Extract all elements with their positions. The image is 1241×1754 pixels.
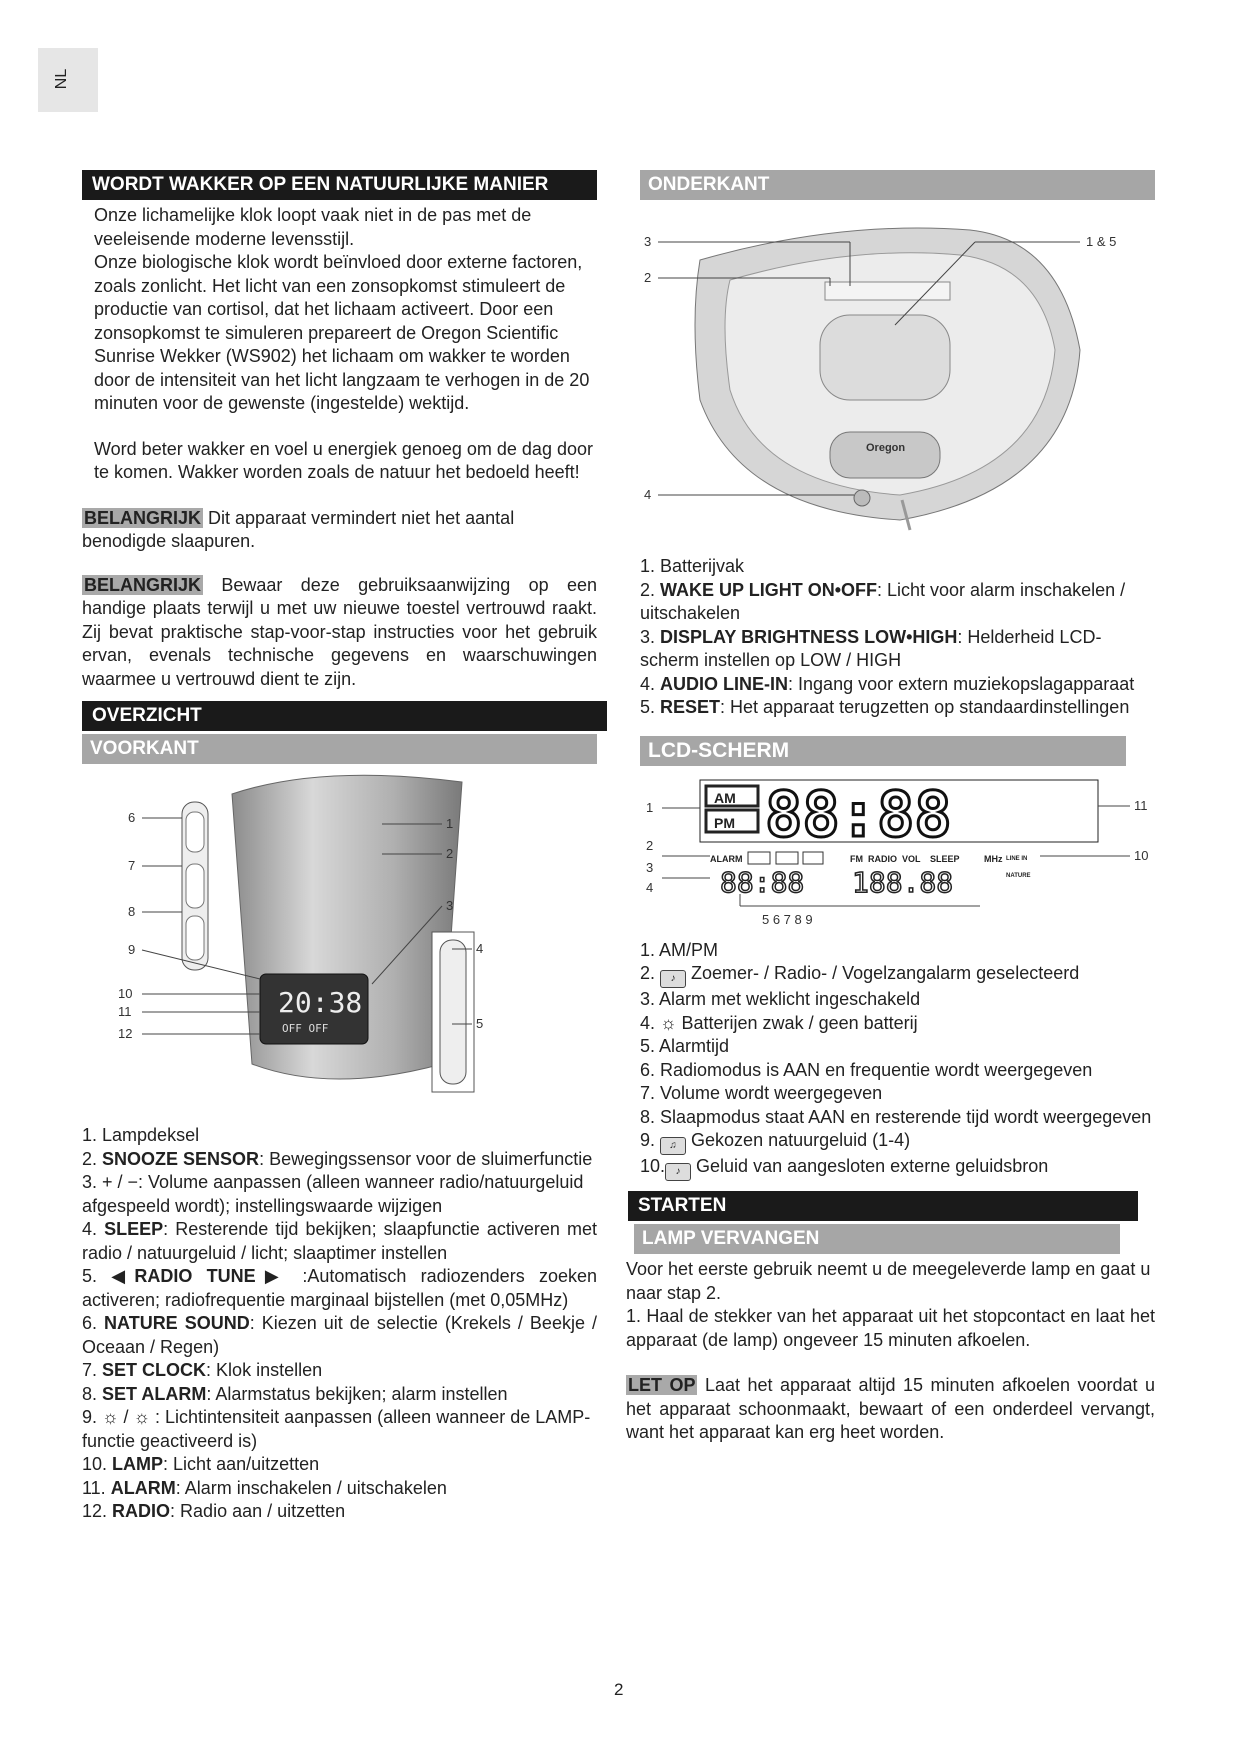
left-column [82,170,597,1524]
nature-sound-icon: ♫ [660,1137,686,1155]
lcd-callout-5-9: 5 6 7 8 9 [762,911,813,927]
callout-9: 9 [128,942,136,957]
device-display-time: 20:38 [278,986,363,1019]
bottom-device-illustration [640,200,1155,555]
lcd-heading: LCD-SCHERM [640,736,1126,766]
bottom-view-figure [640,200,1155,555]
list-item: 5. RESET: Het apparaat terugzetten op standaardinstellingen [640,697,1130,717]
bottom-callout-3: 3 [644,234,652,249]
device-display-status: OFF OFF [282,1022,329,1035]
list-item: 2. WAKE UP LIGHT ON•OFF: Licht voor alarm inschakelen / uitschakelen [640,579,1126,623]
list-item: 1. Batterijvak [640,556,745,576]
lcd-time-digits: 88:88 [765,777,952,851]
language-label: NL [53,68,71,90]
bottom-switches [825,282,950,300]
list-item: 8. SET ALARM: Alarmstatus bekijken; alarm instellen [82,1383,508,1404]
bottom-callout-1-5: 1 & 5 [1086,234,1117,249]
page-number: 2 [614,1680,624,1699]
lcd-callout-3: 3 [646,859,654,875]
callout-3: 3 [446,898,454,913]
list-item: 10. ♪ Geluid van aangesloten externe geluidsbron [640,1155,1155,1181]
lcd-items-list [640,939,1155,1182]
bottom-callout-2: 2 [644,270,652,285]
overview-heading: OVERZICHT [82,701,607,731]
warning-note [626,1374,1155,1445]
lcd-alarm-label: ALARM [710,853,743,864]
list-item: 1. AM/PM [640,939,719,960]
product-label [830,432,940,478]
brand-logo-text: Oregon [866,442,906,454]
callout-1: 1 [446,816,454,831]
list-item: 1. Lampdeksel [82,1125,200,1145]
callout-12: 12 [118,1026,133,1041]
list-item: 6. NATURE SOUND: Kiezen uit de selectie (Krekels / Beekje / Oceaan / Regen) [82,1313,597,1357]
start-paragraph-2: 1. Haal de stekker van het apparaat uit het stopcontact en laat het apparaat (de lamp) ongeveer 15 minuten afkoelen. [626,1306,1155,1350]
callout-7: 7 [128,858,136,873]
lcd-sleep-label: SLEEP [930,853,960,864]
lcd-callout-2: 2 [646,837,654,853]
callout-10: 10 [118,986,133,1001]
callout-4: 4 [476,941,484,956]
front-heading: VOORKANT [82,734,597,764]
list-item: 10. LAMP: Licht aan/uitzetten [82,1454,320,1474]
lcd-nature-label: NATURE [1006,872,1031,879]
intro-paragraph-3: Word beter wakker en voel u energiek genoeg om de dag door te komen. Wakker worden zoals de natuur het bedoeld heeft! [94,438,593,482]
intro-paragraph-2: Onze biologische klok wordt beïnvloed door externe factoren, zoals zonlicht. Het licht van een zonsopkomst stimuleert de productie van cortisol, dat het lichaam activeert. Door een zonsopkomst te simuleren prepareert de Oregon Scientific Sunrise Wekker (WS902) het lichaam om wakker te worden door de intensiteit van het licht langzaam te verhogen in de 20 minuten voor de gewenste (ingestelde) wektijd. [94,252,590,413]
list-item: 3. + / −: Volume aanpassen (alleen wanneer radio/natuurgeluid afgespeeld wordt); instellingswaarde wijzigen [82,1172,584,1216]
important-badge: BELANGRIJK [84,507,202,528]
lcd-frequency-digits: 188.88 [852,865,954,899]
list-item: 3. DISPLAY BRIGHTNESS LOW•HIGH: Helderheid LCD-scherm instellen op LOW / HIGH [640,626,1102,670]
list-item: 9. ☼ / ☼ : Lichtintensiteit aanpassen (alleen wanneer de LAMP-functie geactiveerd is) [82,1407,591,1451]
callout-5: 5 [476,1016,484,1031]
callout-2: 2 [446,846,454,861]
list-item: 4. AUDIO LINE-IN: Ingang voor extern muziekopslagapparaat [640,673,1135,694]
lcd-line-in-label: LINE IN [1006,855,1028,862]
front-parts-list [82,1124,597,1524]
list-item: 4. ☼ Batterijen zwak / geen batterij [640,1012,918,1033]
important-note-1 [82,507,597,554]
list-item: 9. ♫ Gekozen natuurgeluid (1-4) [640,1129,1155,1155]
list-item: 2. ♪ Zoemer- / Radio- / Vogelzangalarm geselecteerd [640,962,1155,988]
bottom-callout-4: 4 [644,487,652,502]
right-column [626,170,1155,1445]
list-item: 7. Volume wordt weergegeven [640,1083,883,1103]
important-text-1: Dit apparaat vermindert niet het aantal benodigde slaapuren. [82,507,515,551]
lcd-mhz-label: MHz [984,853,1003,864]
start-paragraph-1: Voor het eerste gebruik neemt u de meegeleverde lamp en gaat u naar stap 2. [626,1259,1151,1303]
important-badge: BELANGRIJK [84,574,202,595]
warning-text: Laat het apparaat altijd 15 minuten afkoelen voordat u het apparaat schoonmaakt, bewaart of een onderdeel vervangt, want het apparaat kan erg heet worden. [626,1375,1155,1442]
lcd-radio-label: RADIO [868,853,897,864]
front-view-figure [82,764,597,1124]
lcd-callout-11: 11 [1134,797,1148,813]
list-item: 8. Slaapmodus staat AAN en resterende tijd wordt weergegeven [640,1106,1152,1127]
start-heading: STARTEN [628,1191,1138,1221]
buzzer-icon: ♪ [660,970,686,988]
front-device-illustration [82,764,597,1124]
list-item: 12. RADIO: Radio aan / uitzetten [82,1501,346,1521]
list-item: 2. SNOOZE SENSOR: Bewegingssensor voor de sluimerfunctie [82,1148,593,1169]
important-note-2 [82,574,597,692]
list-item: 11. ALARM: Alarm inschakelen / uitschakelen [82,1477,447,1498]
lamp-heading: LAMP VERVANGEN [634,1224,1120,1254]
callout-8: 8 [128,904,136,919]
am-label: AM [714,789,736,806]
list-item: 5. ◀RADIO TUNE▶ :Automatisch radiozenders zoeken activeren; radiofrequentie marginaal bijstellen (met 0,05MHz) [82,1266,597,1310]
line-in-jack [854,490,870,506]
battery-compartment [820,315,950,400]
callout-11: 11 [118,1004,132,1019]
line-in-icon: ♪ [665,1163,691,1181]
pm-label: PM [714,814,735,831]
intro-heading: WORDT WAKKER OP EEN NATUURLIJKE MANIER [82,170,597,200]
lcd-figure [640,766,1155,941]
list-item: 3. Alarm met weklicht ingeschakeld [640,989,921,1009]
lcd-callout-10: 10 [1134,847,1149,863]
lcd-callout-1: 1 [646,799,654,815]
list-item: 5. Alarmtijd [640,1036,730,1056]
lcd-alarm-time-digits: 88:88 [720,865,805,899]
callout-6: 6 [128,810,136,825]
important-text-2: Bewaar deze gebruiksaanwijzing op een handige plaats terwijl u met uw nieuwe toestel vertrouwd raakt. Zij bevat praktische stap-voor-stap instructies voor het gebruik ervan, evenals technische gegevens en waarschuwingen waarmee u vertrouwd dient te zijn. [82,574,597,689]
lcd-fm-label: FM [850,853,863,864]
language-tab [38,48,98,112]
lcd-callout-4: 4 [646,879,654,895]
bottom-heading: ONDERKANT [640,170,1155,200]
list-item: 7. SET CLOCK: Klok instellen [82,1360,323,1380]
bottom-parts-list [640,555,1155,720]
warning-badge: LET OP [628,1375,696,1395]
intro-paragraph-1: Onze lichamelijke klok loopt vaak niet in de pas met de veeleisende moderne levensstijl. [94,205,532,249]
lcd-vol-label: VOL [902,853,921,864]
list-item: 6. Radiomodus is AAN en frequentie wordt weergegeven [640,1059,1093,1080]
lcd-illustration [640,766,1155,941]
list-item: 4. SLEEP: Resterende tijd bekijken; slaapfunctie activeren met radio / natuurgeluid / licht; slaaptimer instellen [82,1219,597,1263]
